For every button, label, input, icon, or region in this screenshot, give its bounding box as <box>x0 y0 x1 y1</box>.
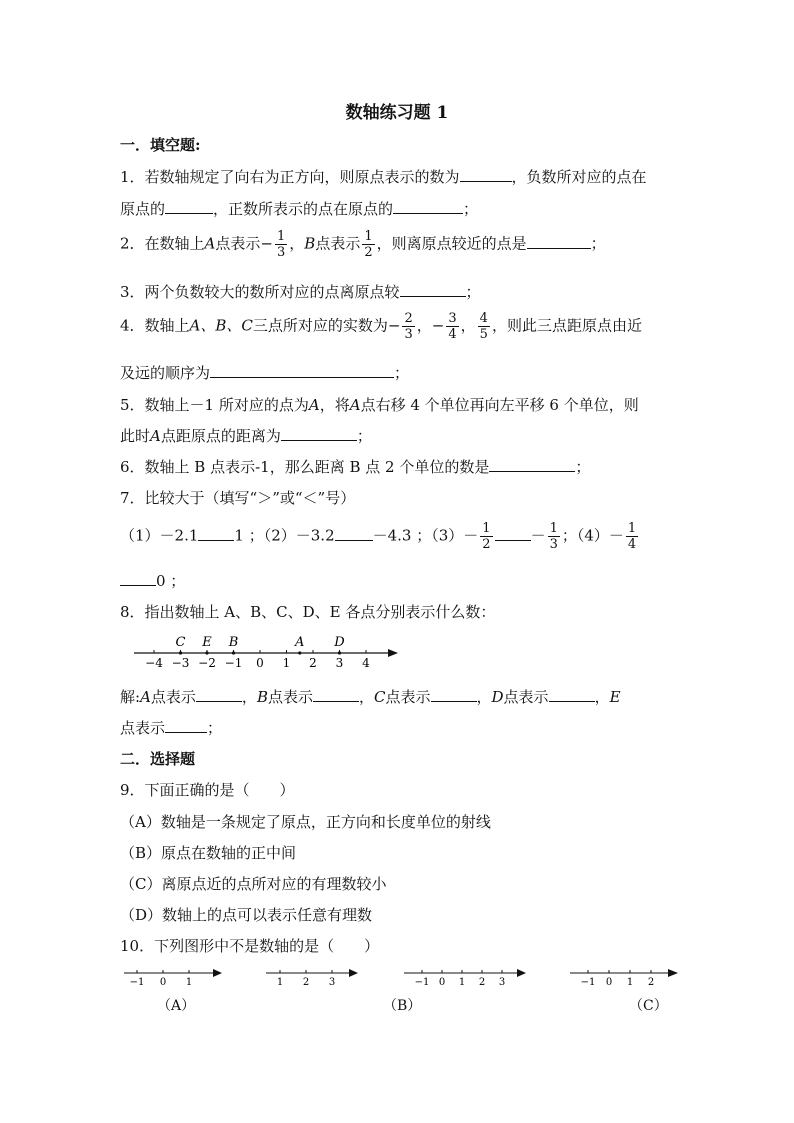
question-4-line2 <box>120 362 409 383</box>
q4-text-a: 4．数轴上 <box>120 316 190 335</box>
q7-item-1: （1）－2.1 <box>120 526 199 545</box>
caption-c: （C） <box>629 998 668 1014</box>
question-7-items <box>120 521 640 552</box>
q2-text-f: ； <box>590 234 606 253</box>
point-a-label: A <box>150 427 161 445</box>
fraction-denominator: 3 <box>276 245 286 260</box>
point-marker <box>338 651 341 654</box>
tick-label: −3 <box>171 656 190 670</box>
fraction-denominator: 4 <box>627 537 637 552</box>
fraction-numerator: 1 <box>627 521 637 536</box>
answer-blank[interactable] <box>313 687 359 702</box>
fraction-denominator: 4 <box>448 327 457 342</box>
point-e-label: E <box>609 688 621 706</box>
point-a-label: A <box>204 234 216 253</box>
answer-blank[interactable] <box>281 426 357 441</box>
tick-label: −1 <box>414 977 430 988</box>
question-7: 7．比较大于（填写“＞”或“＜”号） <box>120 489 356 507</box>
q5-text-d: 此时 <box>120 427 151 445</box>
fraction-numerator: 3 <box>448 311 457 326</box>
q6-text-a: 6．数轴上 B 点表示-1，那么距离 B 点 2 个单位的数是 <box>120 458 490 476</box>
question-1-line2 <box>120 198 478 219</box>
solution-text: 点表示 <box>120 719 166 737</box>
tick-label: 2 <box>647 977 655 988</box>
fraction-numerator: 1 <box>276 229 286 244</box>
fraction-denominator: 3 <box>549 537 558 552</box>
answer-blank[interactable] <box>165 199 213 214</box>
comma: ， <box>416 316 432 335</box>
q7-text-end: 0 ； <box>156 572 186 590</box>
q2-text-a: 2．在数轴上 <box>120 234 205 253</box>
question-5-line1 <box>120 394 639 415</box>
tick-label: 1 <box>276 977 284 988</box>
q2-text-e: ，则离原点较近的点是 <box>376 234 527 253</box>
number-line-figure <box>120 628 410 672</box>
axis-arrow <box>388 649 398 657</box>
point-a-label: A <box>308 396 320 414</box>
fraction-one-quarter <box>626 521 638 552</box>
question-6 <box>120 456 590 477</box>
fraction-one-third <box>275 229 287 260</box>
q5-text-c: 点右移 4 个单位再向左平移 6 个单位，则 <box>360 396 639 414</box>
point-label: A <box>295 635 305 650</box>
solution-text: 点表示 <box>385 688 431 706</box>
q9-option-b[interactable]: （B）原点在数轴的正中间 <box>120 844 297 862</box>
figure-2-axis <box>262 962 366 990</box>
solution-line1 <box>120 686 621 707</box>
point-b-label: B <box>256 688 268 706</box>
solution-text: 点表示 <box>150 688 196 706</box>
answer-blank[interactable] <box>549 687 595 702</box>
point-marker <box>298 651 301 654</box>
comma: ， <box>358 688 374 706</box>
figure-c-axis <box>568 962 684 990</box>
answer-blank[interactable] <box>165 718 207 733</box>
question-4-line1 <box>120 311 642 342</box>
q1-text-c: 原点的 <box>120 200 166 218</box>
solution-end: ； <box>207 719 223 737</box>
fraction-one-third <box>548 521 560 552</box>
caption-a: （A） <box>157 998 196 1014</box>
point-label: D <box>334 635 345 650</box>
tick-label: 3 <box>498 977 506 988</box>
question-3 <box>120 281 481 302</box>
tick-label: −2 <box>198 656 216 670</box>
answer-blank[interactable] <box>198 526 234 541</box>
fraction-two-thirds <box>402 311 414 342</box>
answer-blank[interactable] <box>527 234 591 249</box>
question-10: 10．下列图形中不是数轴的是（ ） <box>120 937 380 955</box>
tick-label: 1 <box>282 656 291 670</box>
answer-blank[interactable] <box>210 363 394 378</box>
figure-b-axis <box>402 962 534 990</box>
answer-blank[interactable] <box>431 687 477 702</box>
section-multiple-choice: 二．选择题 <box>120 750 196 768</box>
answer-blank[interactable] <box>196 687 242 702</box>
fraction-denominator: 3 <box>404 327 413 342</box>
q4-text-d: 及远的顺序为 <box>120 364 211 382</box>
q1-text-a: 1．若数轴规定了向右为正方向，则原点表示的数为 <box>120 168 460 186</box>
solution-line2 <box>120 717 222 738</box>
fraction-denominator: 2 <box>364 245 373 260</box>
q4-text-b: 三点所对应的实数为 <box>252 316 388 335</box>
fraction-four-fifths <box>478 311 490 342</box>
answer-blank[interactable] <box>393 199 463 214</box>
q7-item-3: －4.3 ；（3）－ <box>372 526 479 545</box>
point-label: C <box>175 635 186 650</box>
tick-label: −1 <box>224 656 243 670</box>
tick-label: −1 <box>580 977 596 988</box>
q7-item-2: 1 ；（2）－3.2 <box>234 526 335 545</box>
comma: ， <box>594 688 610 706</box>
tick-label: 2 <box>309 656 317 670</box>
q6-text-b: ； <box>575 458 591 476</box>
question-9: 9．下面正确的是（ ） <box>120 781 295 799</box>
q5-text-a: 5．数轴上－1 所对应的点为 <box>120 396 309 414</box>
answer-blank[interactable] <box>120 571 156 586</box>
tick-label: 2 <box>478 977 486 988</box>
answer-blank[interactable] <box>460 167 512 182</box>
tick-label: −1 <box>129 977 145 988</box>
q3-text-a: 3．两个负数较大的数所对应的点离原点较 <box>120 283 400 301</box>
tick-label: 0 <box>159 977 167 988</box>
comma: ， <box>460 316 476 335</box>
answer-blank[interactable] <box>400 282 466 297</box>
solution-prefix: 解: <box>120 688 141 706</box>
question-7-item4-answer <box>120 570 185 591</box>
q5-text-e: 点距原点的距离为 <box>160 427 281 445</box>
section-fill-blank: 一．填空题: <box>120 136 201 154</box>
point-b-label: B <box>304 234 316 253</box>
figure-a-axis <box>120 962 230 990</box>
fraction-numerator: 4 <box>479 311 488 326</box>
q1-text-d: ，正数所表示的点在原点的 <box>213 200 394 218</box>
point-c-label: C <box>374 688 386 706</box>
minus-sign: － <box>530 526 546 545</box>
fraction-denominator: 5 <box>479 327 488 342</box>
q5-text-f: ； <box>356 427 372 445</box>
point-a-label: A <box>349 396 361 414</box>
fraction-numerator: 1 <box>482 521 491 536</box>
point-marker <box>205 651 208 654</box>
comma: ， <box>476 688 492 706</box>
q5-text-b: ，将 <box>319 396 350 414</box>
question-2 <box>120 229 606 260</box>
q2-text-b: 点表示 <box>215 234 261 253</box>
fraction-three-quarters <box>446 311 458 342</box>
fraction-numerator: 1 <box>364 229 373 244</box>
page-title: 数轴练习题 1 <box>345 103 449 123</box>
q7-item-4: ；（4）－ <box>561 526 624 545</box>
tick-label: 1 <box>626 977 634 988</box>
minus-sign: − <box>387 316 401 335</box>
q1-text-b: ，负数所对应的点在 <box>511 168 647 186</box>
question-8: 8．指出数轴上 A、B、C、D、E 各点分别表示什么数： <box>120 603 496 621</box>
q4-text-e: ； <box>394 364 410 382</box>
tick-label: −4 <box>145 656 163 670</box>
point-label: B <box>228 635 239 650</box>
point-marker <box>232 651 235 654</box>
point-marker <box>179 651 182 654</box>
q2-text-d: 点表示 <box>315 234 361 253</box>
q2-text-c: ， <box>289 234 305 253</box>
q3-text-b: ； <box>465 283 481 301</box>
q4-points: A、B、C <box>189 316 253 335</box>
point-a-label: A <box>140 688 151 706</box>
q1-text-e: ； <box>463 200 479 218</box>
answer-blank[interactable] <box>489 457 575 472</box>
question-1-line1 <box>120 166 647 187</box>
q4-text-c: ，则此三点距原点由近 <box>491 316 642 335</box>
fraction-one-half <box>480 521 492 552</box>
question-5-line2 <box>120 425 372 446</box>
tick-label: 0 <box>438 977 446 988</box>
q9-option-a[interactable]: （A）数轴是一条规定了原点，正方向和长度单位的射线 <box>120 813 491 831</box>
minus-sign: − <box>260 234 273 253</box>
tick-label: 2 <box>302 977 310 988</box>
tick-label: 1 <box>185 977 193 988</box>
answer-blank[interactable] <box>495 526 531 541</box>
q9-option-d[interactable]: （D）数轴上的点可以表示任意有理数 <box>120 906 373 924</box>
point-label: E <box>202 635 212 650</box>
tick-label: 0 <box>605 977 613 988</box>
point-d-label: D <box>491 688 504 706</box>
solution-text: 点表示 <box>503 688 549 706</box>
tick-label: 3 <box>335 656 344 670</box>
tick-label: 0 <box>256 656 264 670</box>
q9-option-c[interactable]: （C）离原点近的点所对应的有理数较小 <box>120 875 387 893</box>
fraction-one-half <box>362 229 374 260</box>
tick-label: 4 <box>362 656 370 670</box>
tick-label: 1 <box>458 977 466 988</box>
answer-blank[interactable] <box>335 526 373 541</box>
caption-b: （B） <box>383 998 422 1014</box>
fraction-numerator: 2 <box>404 311 413 326</box>
solution-text: 点表示 <box>267 688 313 706</box>
fraction-numerator: 1 <box>549 521 558 536</box>
comma: ， <box>241 688 257 706</box>
fraction-denominator: 2 <box>482 537 491 552</box>
minus-sign: − <box>431 316 445 335</box>
tick-label: 3 <box>328 977 336 988</box>
